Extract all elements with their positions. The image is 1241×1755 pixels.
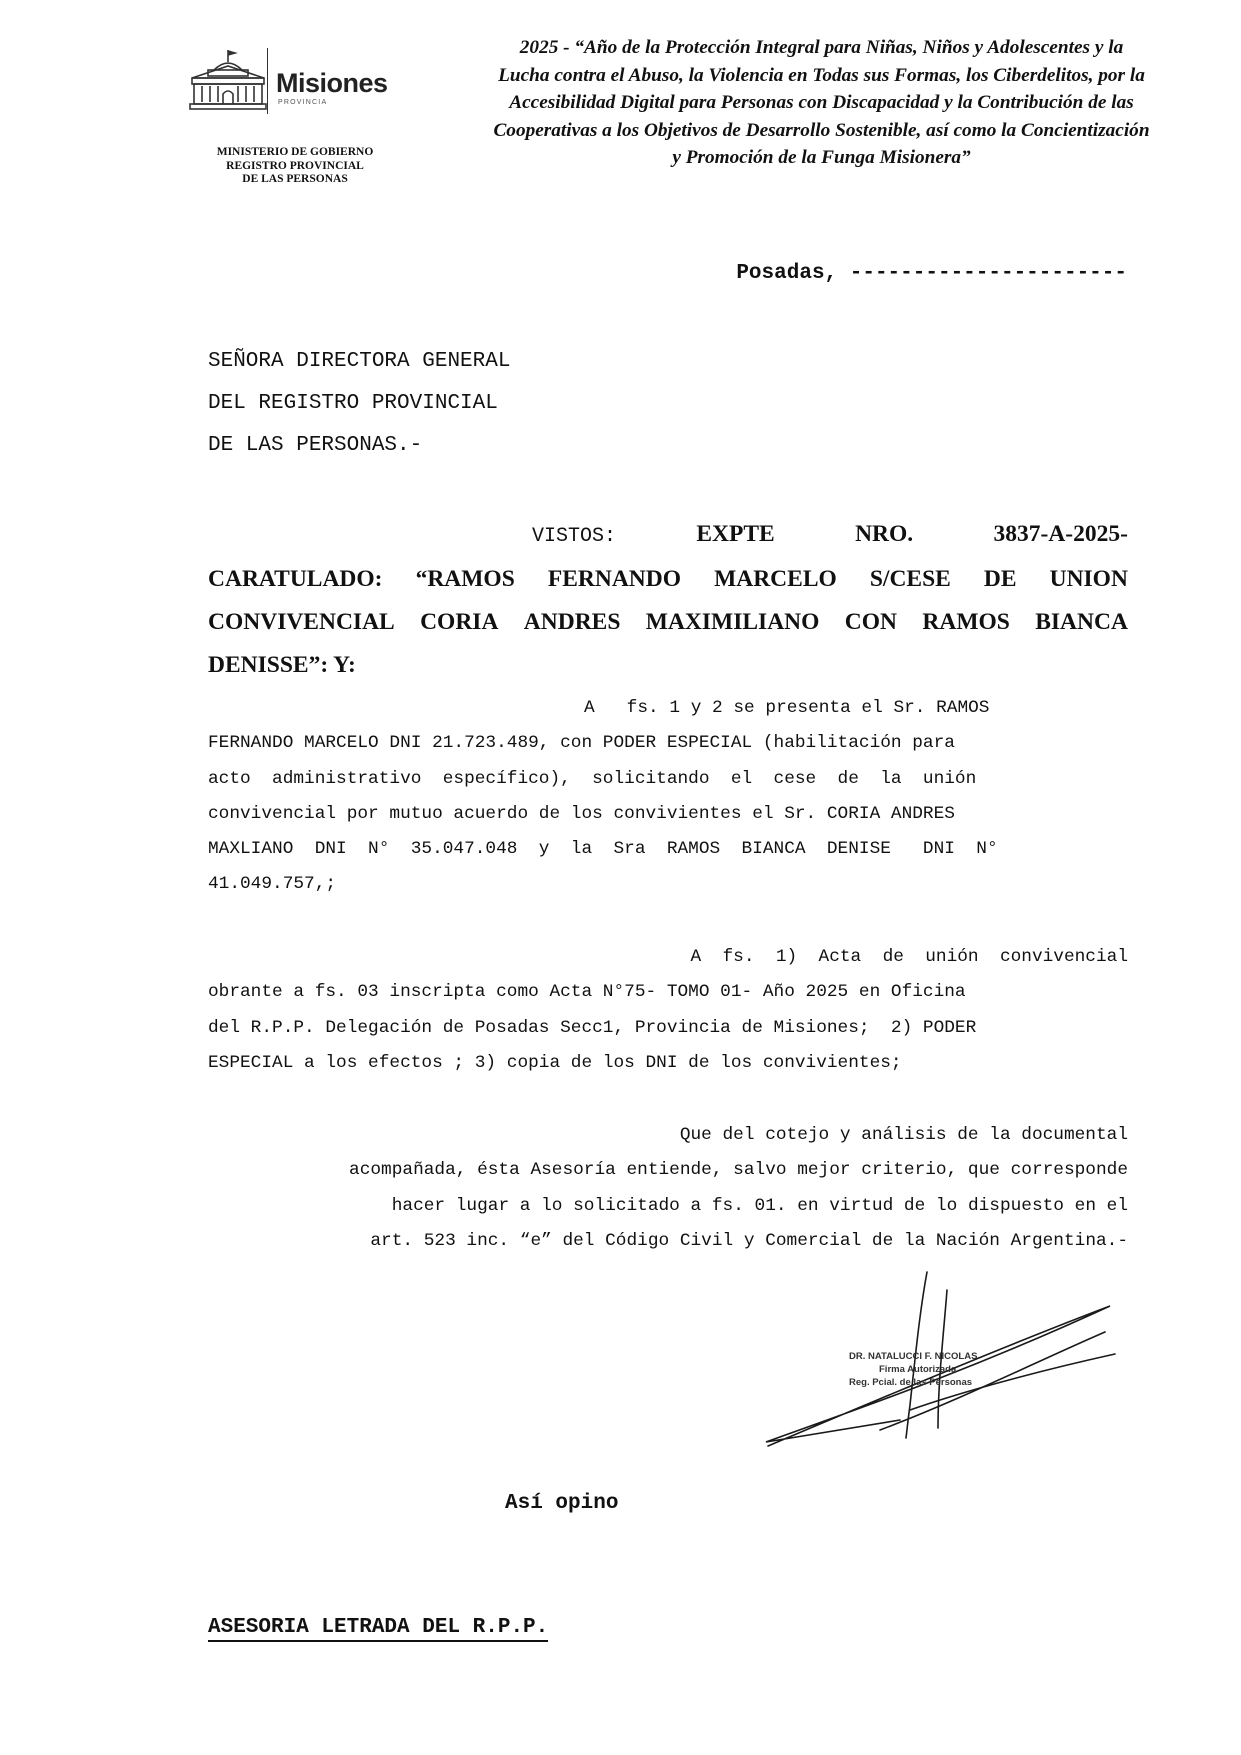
ministry-line: REGISTRO PROVINCIAL: [226, 159, 364, 172]
logo-wordmark: Misiones: [276, 68, 388, 98]
caption-word: S/CESE: [869, 566, 951, 592]
caption-word: CONVIVENCIAL: [208, 609, 395, 635]
addressee-line: DE LAS PERSONAS.-: [208, 434, 423, 457]
logo-subtext: PROVINCIA: [278, 99, 328, 106]
caption-line: [208, 566, 1128, 593]
caption-word: CORIA: [420, 609, 499, 635]
body-paragraph: [208, 940, 1128, 1081]
paragraph-line: acto administrativo específico), solicitando el cese de la unión: [208, 768, 977, 789]
motto-line: Accesibilidad Digital para Personas con Discapacidad y la Contribución de las: [509, 92, 1134, 113]
vistos-line: [532, 521, 1128, 548]
paragraph-line: acompañada, ésta Asesoría entiende, salvo mejor criterio, que corresponde: [349, 1160, 1128, 1181]
caption-word: UNION: [1049, 566, 1128, 592]
government-building-icon: [188, 48, 268, 114]
stamp-line: DR. NATALUCCI F. NICOLAS: [849, 1351, 978, 1362]
place-date-line: Posadas, ----------------------: [736, 262, 1127, 285]
vistos-word: EXPTE: [696, 521, 775, 547]
ministry-line: MINISTERIO DE GOBIERNO: [216, 146, 374, 158]
paragraph-line: A fs. 1) Acta de unión convivencial: [690, 947, 1128, 967]
addressee-line: SEÑORA DIRECTORA GENERAL: [208, 350, 511, 373]
vistos-label: VISTOS:: [532, 525, 617, 548]
addressee-line: DEL REGISTRO PROVINCIAL: [208, 392, 498, 415]
caption-word: MAXIMILIANO: [645, 609, 820, 635]
paragraph-line: MAXLIANO DNI N° 35.047.048 y la Sra RAMOS BIANCA DENISE DNI N°: [208, 839, 998, 860]
body-paragraph: [208, 691, 1128, 903]
ministry-line: DE LAS PERSONAS: [242, 173, 348, 185]
motto-line: Cooperativas a los Objetivos de Desarrollo Sostenible, así como la Concientización: [493, 119, 1150, 141]
paragraph-line: del R.P.P. Delegación de Posadas Secc1, Provincia de Misiones; 2) PODER: [208, 1017, 977, 1038]
stamp-line: Firma Autorizada: [879, 1364, 957, 1375]
caption-word: MARCELO: [714, 566, 837, 592]
closing-text: Así opino: [505, 1492, 619, 1515]
paragraph-line: A fs. 1 y 2 se presenta el Sr. RAMOS: [584, 698, 990, 718]
paragraph-line: obrante a fs. 03 inscripta como Acta N°75- TOMO 01- Año 2025 en Oficina: [208, 982, 966, 1003]
body-paragraph: [208, 1118, 1128, 1259]
paragraph-line: 41.049.757,;: [208, 874, 337, 895]
caption-word: “RAMOS: [415, 566, 515, 592]
year-motto: [455, 34, 1188, 172]
motto-line: 2025 - “Año de la Protección Integral para Niñas, Niños y Adolescentes y la: [519, 37, 1124, 58]
paragraph-line: Que del cotejo y análisis de la documental: [679, 1125, 1128, 1145]
misiones-logo: [188, 48, 388, 118]
caption-word: ANDRES: [523, 609, 621, 635]
caption-word: CON: [844, 609, 898, 635]
motto-line: Lucha contra el Abuso, la Violencia en Todas sus Formas, los Ciberdelitos, por la: [498, 64, 1145, 86]
paragraph-line: hacer lugar a lo solicitado a fs. 01. en virtud de lo dispuesto en el: [391, 1195, 1128, 1216]
signatory-office: ASESORIA LETRADA DEL R.P.P.: [208, 1616, 548, 1642]
paragraph-line: ESPECIAL a los efectos ; 3) copia de los DNI de los convivientes;: [208, 1052, 902, 1073]
caption-word: RAMOS: [922, 609, 1010, 635]
paragraph-line: convivencial por mutuo acuerdo de los convivientes el Sr. CORIA ANDRES: [208, 803, 955, 824]
caption-word: DE: [983, 566, 1017, 592]
caption-word: FERNANDO: [547, 566, 682, 592]
stamp-line: Reg. Pcial. de las Personas: [849, 1377, 973, 1388]
paragraph-line: art. 523 inc. “e” del Código Civil y Comercial de la Nación Argentina.-: [370, 1230, 1128, 1251]
paragraph-line: FERNANDO MARCELO DNI 21.723.489, con PODER ESPECIAL (habilitación para: [208, 733, 955, 754]
ministry-heading: [200, 146, 390, 187]
caption-word: BIANCA: [1035, 609, 1128, 635]
motto-line: y Promoción de la Funga Misionera”: [672, 147, 971, 168]
vistos-word: NRO.: [855, 521, 914, 547]
caption-line: DENISSE”: Y:: [208, 652, 356, 678]
caption-line: [208, 609, 1128, 636]
case-number: 3837-A-2025-: [993, 521, 1128, 547]
signature-stamp: [849, 1350, 977, 1389]
caption-word: CARATULADO:: [208, 566, 383, 592]
